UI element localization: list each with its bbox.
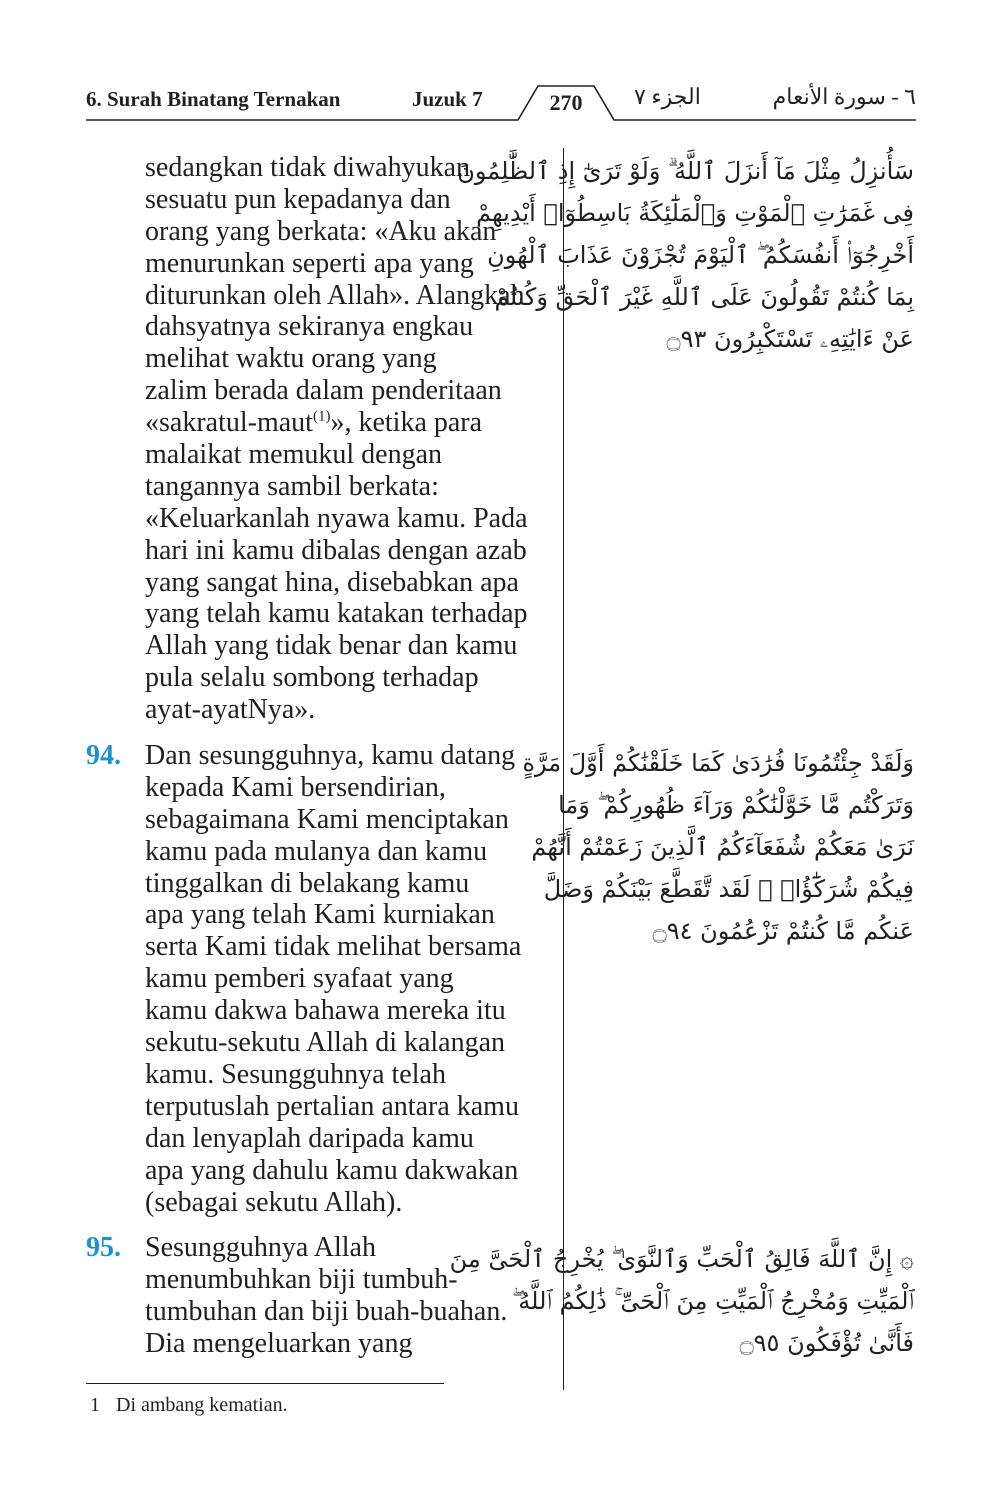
arabic-line: نَرَىٰ مَعَكُمْ شُفَعَآءَكُمُ ٱلَّذِينَ زَعَمْتُمْ أَنَّهُمْ — [531, 833, 914, 861]
arabic-line: سَأُنزِلُ مِثْلَ مَآ أَنزَلَ ٱللَّهُ ۗ وَلَوْ تَرَىٰٓ إِذِ ٱلظَّٰلِمُونَ — [457, 157, 914, 185]
arabic-verse-93 — [457, 150, 914, 360]
text-line: sesuatu pun kepadanya dan — [145, 183, 451, 215]
text-line: tangannya sambil berkata: — [145, 470, 439, 502]
text-line: tumbuhan dan biji buah-buahan. — [145, 1296, 508, 1328]
text-line: (sebagai sekutu Allah). — [145, 1186, 403, 1218]
page-header — [86, 78, 916, 123]
arabic-line: فِيكُمْ شُرَكَٰٓؤُا۟ ۚ لَقَد تَّقَطَّعَ بَيْنَكُمْ وَضَلَّ — [543, 875, 914, 903]
arabic-line: أَخْرِجُوٓا۟ أَنفُسَكُمُ ۖ ٱلْيَوْمَ تُجْزَوْنَ عَذَابَ ٱلْهُونِ — [487, 241, 914, 269]
text-line: kamu dakwa bahawa mereka itu — [145, 995, 506, 1027]
juz-label-arabic: الجزء ٧ — [634, 84, 701, 109]
arabic-line: فَأَنَّىٰ تُؤْفَكُونَ ۝٩٥ — [739, 1329, 914, 1357]
verse-number: 94. — [86, 740, 121, 772]
text-line: serta Kami tidak melihat bersama — [145, 931, 522, 963]
text-line: hari ini kamu dibalas dengan azab — [145, 534, 527, 566]
text-line: kepada Kami bersendirian, — [145, 771, 446, 803]
text-line: malaikat memukul dengan — [145, 439, 443, 471]
text-line: yang telah kamu katakan terhadap — [145, 598, 528, 630]
arabic-line: عَنْ ءَايَٰتِهِۦ تَسْتَكْبِرُونَ ۝٩٣ — [666, 325, 914, 353]
text-line: pula selalu sombong terhadap — [145, 662, 479, 694]
text-line: kamu pemberi syafaat yang — [145, 963, 454, 995]
text-line: menurunkan seperti apa yang — [145, 247, 474, 279]
text-line: menumbuhkan biji tumbuh- — [145, 1264, 458, 1296]
surah-title: 6. Surah Binatang Ternakan — [86, 87, 341, 111]
arabic-line: عَنكُم مَّا كُنتُمْ تَزْعُمُونَ ۝٩٤ — [652, 917, 914, 945]
text-line: kamu pada mulanya dan kamu — [145, 835, 488, 867]
verse-number: 95. — [86, 1232, 121, 1264]
text-line: terputuslah pertalian antara kamu — [145, 1090, 519, 1122]
text-line-with-footnote — [145, 407, 556, 439]
arabic-line: فِى غَمَرَٰتِ ٱلْمَوْتِ وَٱلْمَلَٰٓئِكَةُ بَاسِطُوٓا۟ أَيْدِيهِمْ — [476, 199, 914, 227]
text-line: dan lenyaplah daripada kamu — [145, 1122, 474, 1154]
arabic-line: ۞ إِنَّ ٱللَّهَ فَالِقُ ٱلْحَبِّ وَٱلنَّوَىٰ ۖ يُخْرِجُ ٱلْحَىَّ مِنَ — [449, 1245, 914, 1273]
text-line: sekutu-sekutu Allah di kalangan — [145, 1027, 506, 1059]
text-line: kamu. Sesungguhnya telah — [145, 1058, 446, 1090]
text-line: diturunkan oleh Allah». Alangkah — [145, 279, 525, 311]
text-line: zalim berada dalam penderitaan — [145, 375, 502, 407]
text-line: Dia mengeluarkan yang — [145, 1328, 413, 1360]
text-line: «Keluarkanlah nyawa kamu. Pada — [145, 502, 528, 534]
text-line: Sesungguhnya Allah — [145, 1232, 376, 1264]
text-line: Allah yang tidak benar dan kamu — [145, 630, 518, 662]
arabic-line: وَتَرَكْتُم مَّا خَوَّلْنَٰكُمْ وَرَآءَ ظُهُورِكُمْ ۖ وَمَا — [558, 791, 914, 819]
arabic-line: بِمَا كُنتُمْ تَقُولُونَ عَلَى ٱللَّهِ غَيْرَ ٱلْحَقِّ وَكُنتُمْ — [494, 283, 914, 311]
verse-93-translation-continued — [86, 152, 556, 726]
footnote — [90, 1394, 288, 1417]
arabic-verse-94 — [522, 742, 914, 952]
text-line: tinggalkan di belakang kamu — [145, 867, 470, 899]
arabic-line: وَلَقَدْ جِئْتُمُونَا فُرَٰدَىٰ كَمَا خَلَقْنَٰكُمْ أَوَّلَ مَرَّةٍ — [522, 749, 914, 777]
text-line: yang sangat hina, disebabkan apa — [145, 566, 519, 598]
footnote-number: 1 — [90, 1394, 100, 1416]
footnote-text: Di ambang kematian. — [116, 1394, 288, 1416]
text-line: orang yang berkata: «Aku akan — [145, 215, 497, 247]
footnote-rule — [86, 1383, 444, 1384]
surah-title-arabic: ٦ - سورة الأنعام — [772, 84, 916, 109]
page-number: 270 — [549, 90, 583, 115]
translation-column — [86, 152, 556, 1360]
juz-label: Juzuk 7 — [412, 87, 483, 111]
text-fragment: «sakratul-maut — [145, 407, 313, 439]
text-line: apa yang telah Kami kurniakan — [145, 899, 495, 931]
text-line: apa yang dahulu kamu dakwakan — [145, 1154, 519, 1186]
arabic-line: ٱلْمَيِّتِ وَمُخْرِجُ ٱلْمَيِّتِ مِنَ ٱلْحَىِّ ۚ ذَٰلِكُمُ ٱللَّهُ ۖ — [512, 1287, 914, 1315]
text-line: Dan sesungguhnya, kamu datang — [145, 740, 516, 772]
text-line: melihat waktu orang yang — [145, 343, 437, 375]
arabic-verse-95 — [449, 1238, 914, 1364]
text-line: sebagaimana Kami menciptakan — [145, 803, 509, 835]
text-line: ayat-ayatNya». — [145, 694, 316, 726]
text-line: sedangkan tidak diwahyukan — [145, 152, 471, 183]
text-line: dahsyatnya sekiranya engkau — [145, 311, 474, 343]
footnote-marker: (1) — [312, 408, 331, 425]
verse-94-translation — [86, 740, 556, 1218]
text-fragment: », ketika para — [330, 407, 483, 439]
